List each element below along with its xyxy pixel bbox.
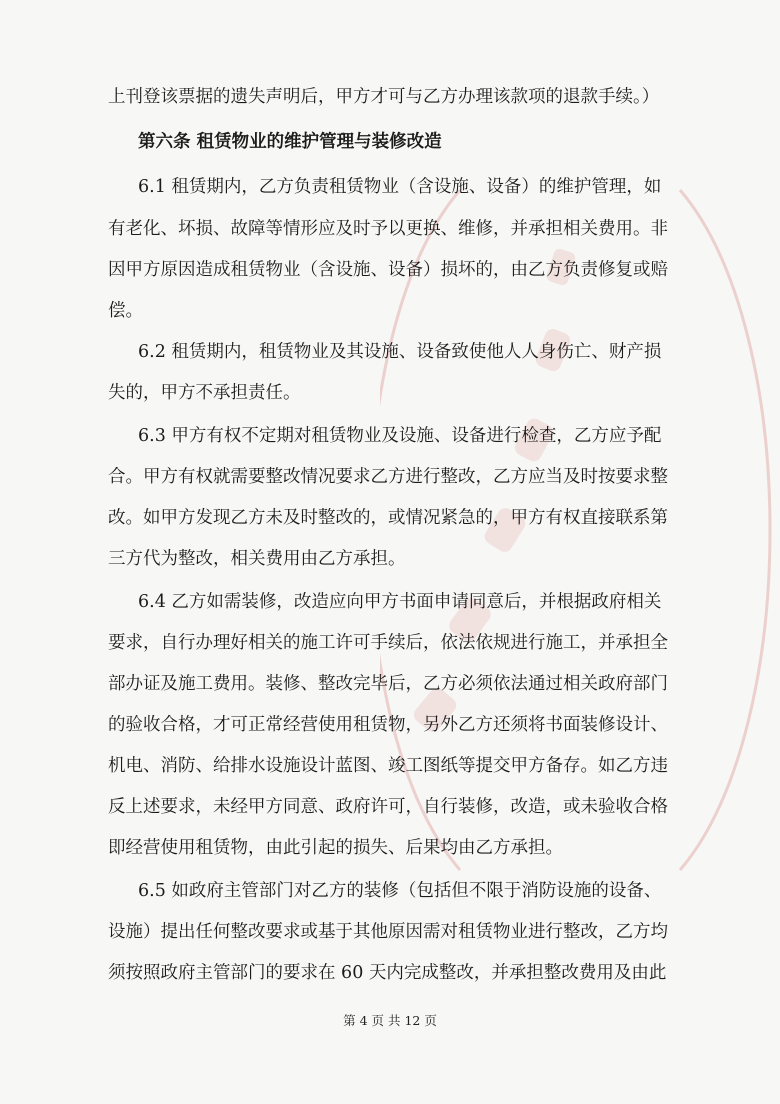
clause-6-4-line: 部办证及施工费用。装修、整改完毕后，乙方必须依法通过相关政府部门 [108, 674, 668, 694]
clause-6-3-line: 合。甲方有权就需要整改情况要求乙方进行整改，乙方应当及时按要求整 [108, 467, 668, 487]
clause-6-4-line: 机电、消防、给排水设施设计蓝图、竣工图纸等提交甲方备存。如乙方违 [108, 756, 668, 776]
section-heading: 第六条 租赁物业的维护管理与装修改造 [138, 132, 442, 152]
clause-6-1-line: 偿。 [108, 301, 143, 321]
clause-6-1-line: 6.1 租赁期内，乙方负责租赁物业（含设施、设备）的维护管理，如 [138, 177, 662, 197]
clause-6-5-line: 6.5 如政府主管部门对乙方的装修（包括但不限于消防设施的设备、 [138, 881, 662, 901]
clause-6-3-line: 改。如甲方发现乙方未及时整改的，或情况紧急的，甲方有权直接联系第 [108, 508, 668, 528]
clause-6-2-line: 6.2 租赁期内，租赁物业及其设施、设备致使他人人身伤亡、财产损 [138, 342, 662, 362]
clause-6-3-line: 6.3 甲方有权不定期对租赁物业及设施、设备进行检查，乙方应予配 [138, 426, 662, 446]
clause-6-1-line: 有老化、坏损、故障等情形应及时予以更换、维修，并承担相关费用。非 [108, 219, 668, 239]
text-line: 上刊登该票据的遗失声明后，甲方才可与乙方办理该款项的退款手续。） [108, 87, 660, 107]
clause-6-4-line: 即经营使用租赁物，由此引起的损失、后果均由乙方承担。 [108, 838, 563, 858]
clause-6-3-line: 三方代为整改，相关费用由乙方承担。 [108, 549, 406, 569]
page-number: 第 4 页 共 12 页 [343, 1013, 437, 1028]
clause-6-5-line: 设施）提出任何整改要求或基于其他原因需对租赁物业进行整改，乙方均 [108, 922, 668, 942]
clause-6-4-line: 要求，自行办理好相关的施工许可手续后，依法依规进行施工，并承担全 [108, 633, 668, 653]
clause-6-4-line: 6.4 乙方如需装修，改造应向甲方书面申请同意后，并根据政府相关 [138, 592, 662, 612]
clause-6-4-line: 的验收合格，才可正常经营使用租赁物，另外乙方还须将书面装修设计、 [108, 715, 668, 735]
clause-6-2-line: 失的，甲方不承担责任。 [108, 383, 301, 403]
clause-6-1-line: 因甲方原因造成租赁物业（含设施、设备）损坏的，由乙方负责修复或赔 [108, 260, 668, 280]
clause-6-4-line: 反上述要求，未经甲方同意、政府许可，自行装修，改造，或未验收合格 [108, 797, 668, 817]
clause-6-5-line: 须按照政府主管部门的要求在 60 天内完成整改，并承担整改费用及由此 [108, 963, 667, 983]
